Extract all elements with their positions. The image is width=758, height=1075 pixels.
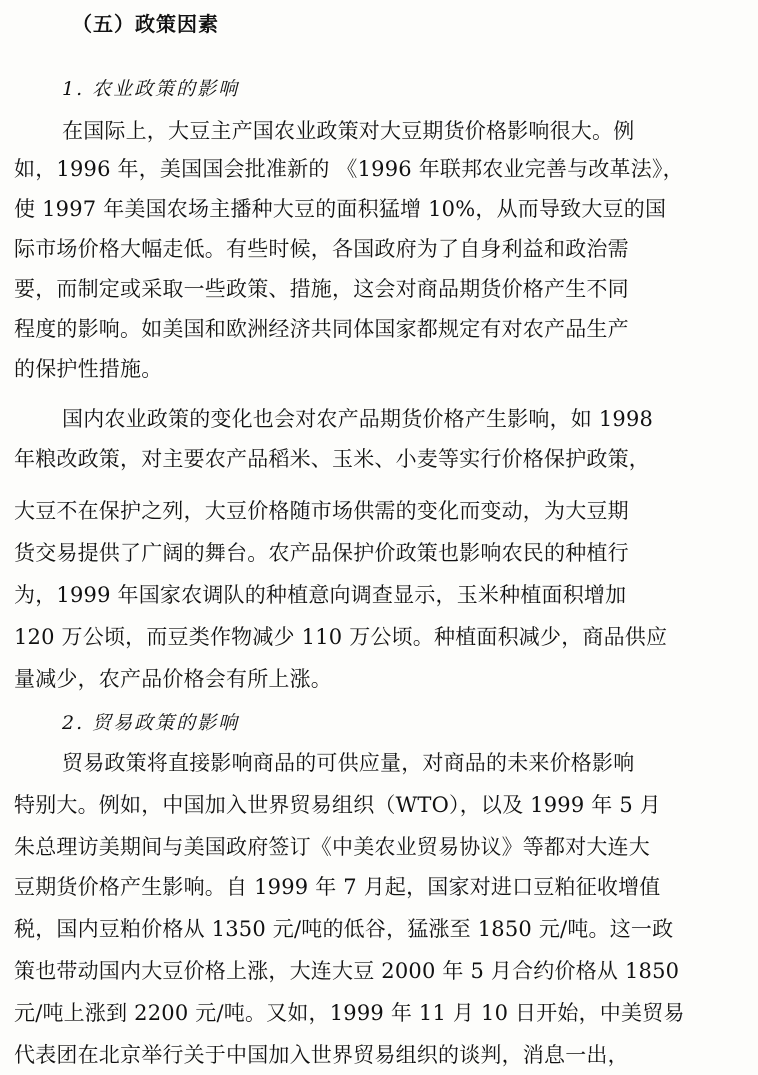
paragraph-line: 120 万公顷，而豆类作物减少 110 万公顷。种植面积减少，商品供应 — [14, 625, 668, 649]
paragraph-line: 豆期货价格产生影响。自 1999 年 7 月起，国家对进口豆粕征收增值 — [14, 875, 661, 899]
paragraph-line: 代表团在北京举行关于中国加入世界贸易组织的谈判，消息一出， — [14, 1043, 629, 1067]
paragraph-line: 朱总理访美期间与美国政府签订《中美农业贸易协议》等都对大连大 — [14, 835, 650, 859]
section-heading: （五）政策因素 — [72, 12, 219, 36]
paragraph-line: 的保护性措施。 — [14, 357, 163, 381]
paragraph-line: 贸易政策将直接影响商品的可供应量，对商品的未来价格影响 — [62, 751, 635, 775]
paragraph-line: 货交易提供了广阔的舞台。农产品保护价政策也影响农民的种植行 — [14, 541, 629, 565]
subheading-agricultural-policy: 1. 农业政策的影响 — [62, 78, 240, 100]
paragraph-line: 策也带动国内大豆价格上涨，大连大豆 2000 年 5 月合约价格从 1850 — [14, 959, 680, 983]
paragraph-line: 量减少，农产品价格会有所上涨。 — [14, 667, 332, 691]
paragraph-line: 为，1999 年国家农调队的种植意向调查显示，玉米种植面积增加 — [14, 583, 627, 607]
paragraph-line: 特别大。例如，中国加入世界贸易组织（WTO），以及 1999 年 5 月 — [14, 793, 662, 817]
subheading-trade-policy: 2. 贸易政策的影响 — [62, 712, 240, 734]
paragraph-line: 元/吨上涨到 2200 元/吨。又如，1999 年 11 月 10 日开始，中美贸易 — [14, 1001, 685, 1025]
paragraph-line: 如，1996 年，美国国会批准新的 《1996 年联邦农业完善与改革法》， — [14, 157, 684, 181]
paragraph-line: 在国际上，大豆主产国农业政策对大豆期货价格影响很大。例 — [62, 119, 635, 143]
paragraph-line: 程度的影响。如美国和欧洲经济共同体国家都规定有对农产品生产 — [14, 317, 629, 341]
paragraph-line: 税，国内豆粕价格从 1350 元/吨的低谷，猛涨至 1850 元/吨。这一政 — [14, 917, 674, 941]
paragraph-line: 年粮改政策，对主要农产品稻米、玉米、小麦等实行价格保护政策， — [14, 447, 650, 471]
paragraph-line: 际市场价格大幅走低。有些时候，各国政府为了自身利益和政治需 — [14, 237, 629, 261]
paragraph-line: 国内农业政策的变化也会对农产品期货价格产生影响，如 1998 — [62, 407, 654, 431]
paragraph-line: 大豆不在保护之列，大豆价格随市场供需的变化而变动，为大豆期 — [14, 499, 629, 523]
paragraph-line: 要，而制定或采取一些政策、措施，这会对商品期货价格产生不同 — [14, 277, 629, 301]
paragraph-line: 使 1997 年美国农场主播种大豆的面积猛增 10%，从而导致大豆的国 — [14, 197, 667, 221]
